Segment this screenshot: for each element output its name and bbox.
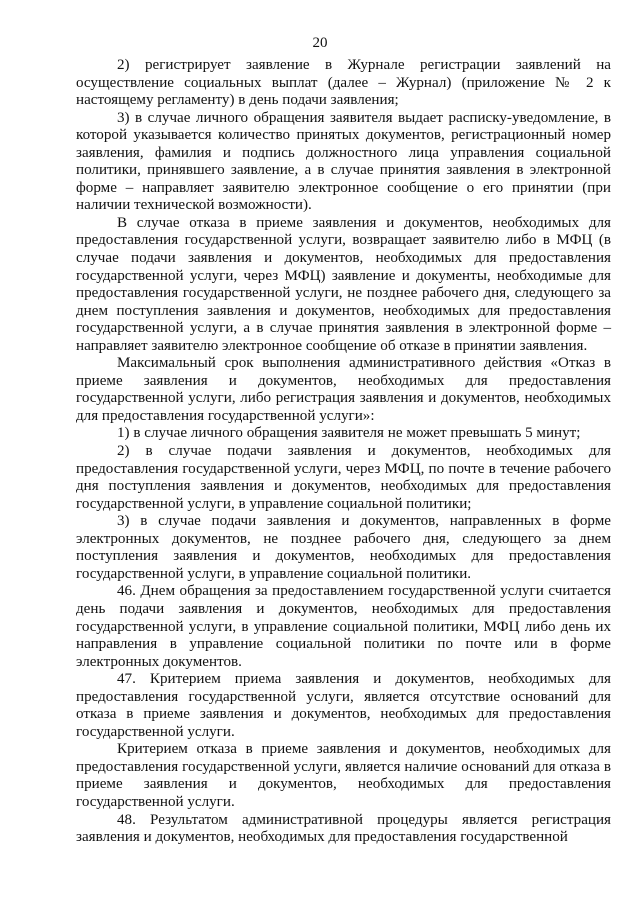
document-body — [76, 57, 611, 847]
page-number: 20 — [312, 35, 328, 51]
paragraph-term-1: 1) в случае личного обращения заявителя не может превышать 5 минут; — [117, 425, 581, 442]
paragraph-item-3-receipt: 3) в случае личного обращения заявителя выдает расписку-уведомление, в которой указывается количество принятых документов, регистрационный номер заявления, фамилия и подпись должностного лица управления социальной политики, принявшего заявление, а в случае принятия заявления в электронной форме – направляет заявителю электронное сообщение о его принятии (при наличии технической возможности). — [76, 109, 611, 214]
paragraph-item-2-registration: 2) регистрирует заявление в Журнале регистрации заявлений на осуществление социальных выплат (далее – Журнал) (приложение № 2 к настоящему регламенту) в день подачи заявления; — [76, 57, 611, 109]
paragraph-term-3: 3) в случае подачи заявления и документов, направленных в форме электронных документов, не позднее рабочего дня, следующего за днем поступления заявления и документов, необходимых для предоставления государственной услуги, в управление социальной политики. — [76, 513, 611, 582]
paragraph-refusal-criterion: Критерием отказа в приеме заявления и документов, необходимых для предоставления государственной услуги, является наличие оснований для отказа в приеме заявления и документов, необходимых для предоставления государственной услуги. — [76, 741, 611, 810]
paragraph-47: 47. Критерием приема заявления и документов, необходимых для предоставления государственной услуги, является отсутствие оснований для отказа в приеме заявления и документов, необходимых для предоставления государственной услуги. — [76, 671, 611, 740]
paragraph-48: 48. Результатом административной процедуры является регистрация заявления и документов, необходимых для предоставления государственной — [76, 811, 611, 846]
paragraph-refusal-return: В случае отказа в приеме заявления и документов, необходимых для предоставления государственной услуги, возвращает заявителю либо в МФЦ (в случае подачи заявления и документов, необходимых для предоставления государственной услуги, через МФЦ) заявление и документы, необходимые для предоставления государственной услуги, не позднее рабочего дня, следующего за днем поступления заявления и документов, необходимых для предоставления государственной услуги, а в случае принятия заявления в электронной форме – направляет заявителю электронное сообщение об отказе в принятии заявления. — [76, 214, 611, 354]
paragraph-max-term: Максимальный срок выполнения административного действия «Отказ в приеме заявления и документов, необходимых для предоставления государственной услуги, либо регистрация заявления и документов, необходимых для предоставления государственной услуги»: — [76, 355, 611, 424]
paragraph-46: 46. Днем обращения за предоставлением государственной услуги считается день подачи заявления и документов, необходимых для предоставления государственной услуги, в управление социальной политики, МФЦ либо день их направления в управление социальной политики по почте или в форме электронных документов. — [76, 583, 611, 670]
paragraph-term-2: 2) в случае подачи заявления и документов, необходимых для предоставления государственной услуги, через МФЦ, по почте в течение рабочего дня поступления заявления и документов, необходимых для предоставления государственной услуги, в управление социальной политики; — [76, 443, 611, 512]
